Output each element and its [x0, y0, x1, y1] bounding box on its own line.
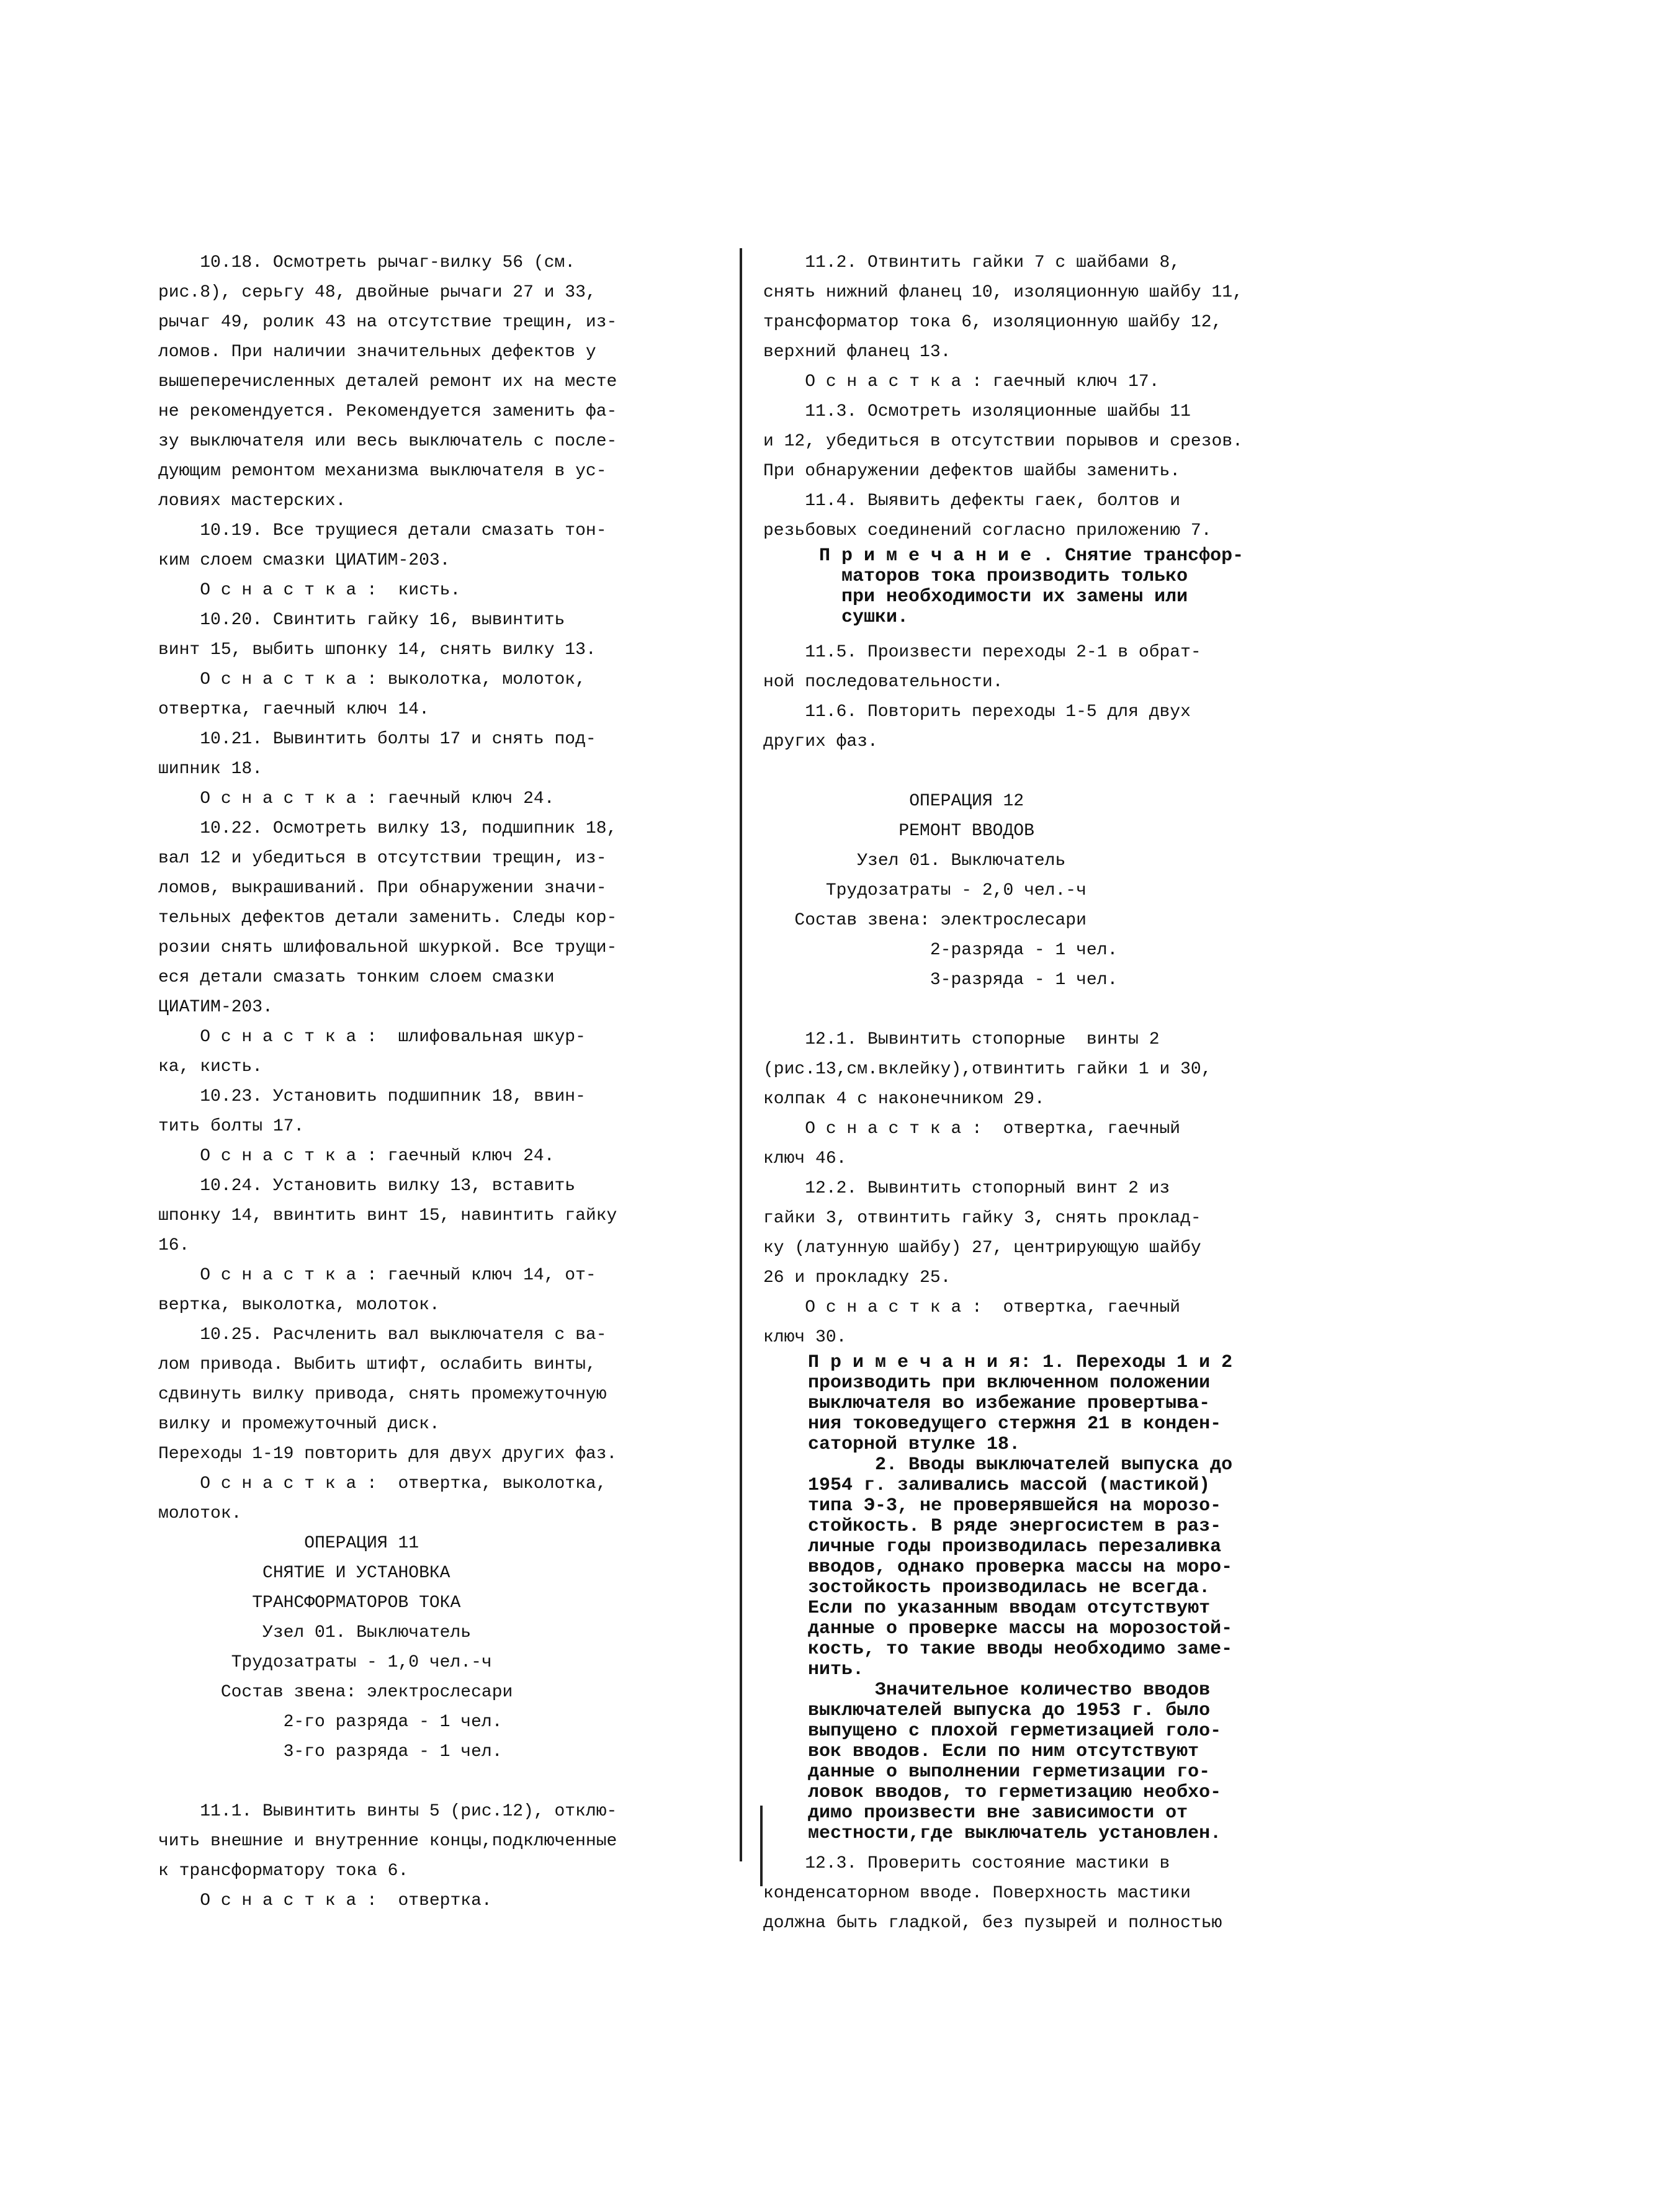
- left-column-line: 11.1. Вывинтить винты 5 (рис.12), отклю-: [158, 1802, 617, 1821]
- right-note-1-line: сушки.: [763, 607, 909, 628]
- right-column-mid-line: 12.1. Вывинтить стопорные винты 2: [763, 1030, 1160, 1049]
- right-column-top-line: резьбовых соединений согласно приложению 7.: [763, 521, 1212, 540]
- right-column-top-line: снять нижний фланец 10, изоляционную шайбу 11,: [763, 283, 1243, 302]
- right-column-mid-line: ключ 30.: [763, 1328, 847, 1347]
- right-note-2-line: зостойкость производилась не всегда.: [763, 1577, 1211, 1598]
- left-column-line: О с н а с т к а : отвертка, выколотка,: [158, 1474, 607, 1493]
- right-note-2-line: данные о проверке массы на морозостой-: [763, 1618, 1233, 1639]
- right-column-top-line: 11.2. Отвинтить гайки 7 с шайбами 8,: [763, 253, 1181, 272]
- left-column-line: к трансформатору тока 6.: [158, 1861, 409, 1881]
- left-column-line: 10.19. Все трущиеся детали смазать тон-: [158, 521, 607, 540]
- left-column-line: 10.24. Установить вилку 13, вставить: [158, 1176, 576, 1196]
- spacer: [763, 1844, 1353, 1849]
- right-column-mid-line: других фаз.: [763, 732, 878, 751]
- left-column: [158, 248, 742, 1916]
- column-divider-lower: [760, 1806, 763, 1886]
- left-column-line: ким слоем смазки ЦИАТИМ-203.: [158, 551, 450, 570]
- right-note-2-line: личные годы производилась перезаливка: [763, 1536, 1222, 1557]
- left-column-line: О с н а с т к а : выколотка, молоток,: [158, 670, 586, 689]
- left-column-line: 10.18. Осмотреть рычаг-вилку 56 (см.: [158, 253, 576, 272]
- left-column-line: ка, кисть.: [158, 1057, 263, 1077]
- right-column-mid-line: 2-разряда - 1 чел.: [763, 941, 1118, 960]
- right-note-2-line: П р и м е ч а н и я: 1. Переходы 1 и 2: [763, 1352, 1233, 1373]
- left-column-line: О с н а с т к а : гаечный ключ 24.: [158, 1147, 555, 1166]
- right-column-top-line: и 12, убедиться в отсутствии порывов и срезов.: [763, 432, 1243, 451]
- left-column-line: О с н а с т к а : кисть.: [158, 581, 461, 600]
- right-note-1-line: П р и м е ч а н и е . Снятие трансфор-: [763, 545, 1244, 566]
- left-column-line: шпонку 14, ввинтить винт 15, навинтить гайку: [158, 1206, 617, 1225]
- left-column-line: розии снять шлифовальной шкуркой. Все трущи-: [158, 938, 617, 957]
- left-column-line: Узел 01. Выключатель: [158, 1623, 472, 1642]
- right-note-2-line: выключателей выпуска до 1953 г. было: [763, 1700, 1211, 1721]
- right-note-1-line: маторов тока производить только: [763, 566, 1188, 587]
- right-column-mid-line: [763, 757, 1353, 787]
- right-note-2-line: вок вводов. Если по ним отсутствуют: [763, 1741, 1199, 1762]
- left-column-line: шипник 18.: [158, 759, 263, 779]
- right-column-top-line: 11.4. Выявить дефекты гаек, болтов и: [763, 491, 1181, 511]
- right-column-mid-line: ОПЕРАЦИЯ 12: [763, 792, 1024, 811]
- right-column-end-line: конденсаторном вводе. Поверхность мастики: [763, 1884, 1191, 1903]
- left-column-line: О с н а с т к а : отвертка.: [158, 1891, 492, 1910]
- right-column-mid-line: (рис.13,см.вклейку),отвинтить гайки 1 и 30,: [763, 1060, 1212, 1079]
- spacer: [763, 628, 1353, 638]
- right-column-top-line: 11.3. Осмотреть изоляционные шайбы 11: [763, 402, 1191, 421]
- right-column-mid-line: ной последовательности.: [763, 673, 1003, 692]
- left-column-line: не рекомендуется. Рекомендуется заменить фа-: [158, 402, 617, 421]
- right-note-2-line: кость, то такие вводы необходимо заме-: [763, 1639, 1233, 1660]
- right-note-1-line: при необходимости их замены или: [763, 586, 1188, 607]
- left-column-line: 16.: [158, 1236, 190, 1255]
- right-column-mid-line: 12.2. Вывинтить стопорный винт 2 из: [763, 1179, 1170, 1198]
- left-column-line: дующим ремонтом механизма выключателя в ус-: [158, 462, 607, 481]
- right-note-2-line: выключателя во избежание провертыва-: [763, 1393, 1211, 1414]
- left-column-line: лом привода. Выбить штифт, ослабить винты,: [158, 1355, 596, 1374]
- left-column-line: [158, 1767, 742, 1797]
- right-column-mid-line: колпак 4 с наконечником 29.: [763, 1090, 1045, 1109]
- right-column-end-line: должна быть гладкой, без пузырей и полностью: [763, 1914, 1222, 1933]
- right-note-2-line: местности,где выключатель установлен.: [763, 1823, 1222, 1844]
- left-column-line: ломов. При наличии значительных дефектов у: [158, 343, 596, 362]
- right-column-mid-line: 26 и прокладку 25.: [763, 1268, 951, 1287]
- right-column-top-line: трансформатор тока 6, изоляционную шайбу 12,: [763, 313, 1222, 332]
- left-column-line: тить болты 17.: [158, 1117, 305, 1136]
- right-column-mid-line: 3-разряда - 1 чел.: [763, 970, 1118, 990]
- left-column-line: сдвинуть вилку привода, снять промежуточную: [158, 1385, 607, 1404]
- left-column-line: вилку и промежуточный диск.: [158, 1415, 440, 1434]
- right-note-2-line: данные о выполнении герметизации го-: [763, 1762, 1211, 1783]
- left-column-line: 10.23. Установить подшипник 18, ввин-: [158, 1087, 586, 1106]
- right-note-2-line: саторной втулке 18.: [763, 1434, 1021, 1455]
- left-column-line: чить внешние и внутренние концы,подключенные: [158, 1832, 617, 1851]
- left-column-line: 10.22. Осмотреть вилку 13, подшипник 18,: [158, 819, 617, 838]
- left-column-line: 10.20. Свинтить гайку 16, вывинтить: [158, 611, 565, 630]
- right-note-2-line: Если по указанным вводам отсутствуют: [763, 1598, 1211, 1619]
- left-column-line: Переходы 1-19 повторить для двух других фаз.: [158, 1444, 617, 1464]
- left-column-line: рычаг 49, ролик 43 на отсутствие трещин, из-: [158, 313, 617, 332]
- right-note-2-line: 1954 г. заливались массой (мастикой): [763, 1475, 1211, 1496]
- left-column-line: 10.21. Вывинтить болты 17 и снять под-: [158, 730, 596, 749]
- left-column-line: ТРАНСФОРМАТОРОВ ТОКА: [158, 1593, 461, 1613]
- left-column-line: еся детали смазать тонким слоем смазки: [158, 968, 555, 987]
- left-column-line: вал 12 и убедиться в отсутствии трещин, из-: [158, 849, 607, 868]
- left-column-line: ОПЕРАЦИЯ 11: [158, 1534, 419, 1553]
- right-column-mid-line: ключ 46.: [763, 1149, 847, 1168]
- right-column-top-line: верхний фланец 13.: [763, 343, 951, 362]
- left-column-line: тельных дефектов детали заменить. Следы кор-: [158, 908, 617, 928]
- right-column-mid-line: гайки 3, отвинтить гайку 3, снять проклад-: [763, 1209, 1201, 1228]
- right-column-mid-line: ку (латунную шайбу) 27, центрирующую шайбу: [763, 1238, 1201, 1258]
- right-column-mid-line: О с н а с т к а : отвертка, гаечный: [763, 1298, 1181, 1317]
- left-column-line: вышеперечисленных деталей ремонт их на месте: [158, 372, 617, 392]
- left-column-line: Состав звена: электрослесари: [158, 1683, 513, 1702]
- right-note-2-line: вводов, однако проверка массы на моро-: [763, 1557, 1233, 1578]
- left-column-line: 10.25. Расчленить вал выключателя с ва-: [158, 1325, 607, 1345]
- right-note-2-line: Значительное количество вводов: [763, 1680, 1211, 1701]
- right-column-mid-line: О с н а с т к а : отвертка, гаечный: [763, 1119, 1181, 1139]
- left-column-line: рис.8), серьгу 48, двойные рычаги 27 и 33,: [158, 283, 596, 302]
- right-note-2-line: типа Э-3, не проверявшейся на морозо-: [763, 1495, 1222, 1516]
- right-column-mid-line: 11.6. Повторить переходы 1-5 для двух: [763, 702, 1191, 722]
- right-column: [763, 248, 1353, 1938]
- right-column-mid-line: РЕМОНТ ВВОДОВ: [763, 822, 1034, 841]
- right-column-mid-line: Состав звена: электрослесари: [763, 911, 1087, 930]
- right-column-top-line: При обнаружении дефектов шайбы заменить.: [763, 462, 1181, 481]
- right-note-2-line: 2. Вводы выключателей выпуска до: [763, 1454, 1233, 1475]
- left-column-line: вертка, выколотка, молоток.: [158, 1296, 440, 1315]
- left-column-line: СНЯТИЕ И УСТАНОВКА: [158, 1564, 450, 1583]
- right-note-2-line: выпущено с плохой герметизацией голо-: [763, 1721, 1222, 1742]
- right-note-2-line: димо произвести вне зависимости от: [763, 1802, 1188, 1824]
- right-column-end-line: 12.3. Проверить состояние мастики в: [763, 1854, 1170, 1873]
- left-column-line: отвертка, гаечный ключ 14.: [158, 700, 429, 719]
- left-column-line: О с н а с т к а : гаечный ключ 24.: [158, 789, 555, 808]
- right-note-2-line: ния токоведущего стержня 21 в конден-: [763, 1413, 1222, 1435]
- left-column-line: молоток.: [158, 1504, 242, 1523]
- left-column-line: 2-го разряда - 1 чел.: [158, 1713, 503, 1732]
- left-column-line: 3-го разряда - 1 чел.: [158, 1742, 503, 1762]
- left-column-line: винт 15, выбить шпонку 14, снять вилку 13.: [158, 640, 596, 660]
- left-column-line: О с н а с т к а : шлифовальная шкур-: [158, 1028, 586, 1047]
- right-column-mid-line: 11.5. Произвести переходы 2-1 в обрат-: [763, 643, 1201, 662]
- right-column-mid-line: Узел 01. Выключатель: [763, 851, 1066, 871]
- left-column-line: зу выключателя или весь выключатель с после-: [158, 432, 617, 451]
- left-column-line: ловиях мастерских.: [158, 491, 346, 511]
- left-column-line: Трудозатраты - 1,0 чел.-ч: [158, 1653, 492, 1672]
- left-column-line: ломов, выкрашиваний. При обнаружении значи-: [158, 879, 607, 898]
- left-column-line: ЦИАТИМ-203.: [158, 998, 273, 1017]
- right-note-2-line: ловок вводов, то герметизацию необхо-: [763, 1782, 1222, 1803]
- left-column-line: О с н а с т к а : гаечный ключ 14, от-: [158, 1266, 596, 1285]
- right-column-mid-line: [763, 995, 1353, 1025]
- right-note-2-line: нить.: [763, 1659, 864, 1680]
- right-note-2-line: стойкость. В ряде энергосистем в раз-: [763, 1516, 1222, 1537]
- right-column-mid-line: Трудозатраты - 2,0 чел.-ч: [763, 881, 1087, 900]
- right-note-2-line: производить при включенном положении: [763, 1372, 1211, 1394]
- right-column-top-line: О с н а с т к а : гаечный ключ 17.: [763, 372, 1160, 392]
